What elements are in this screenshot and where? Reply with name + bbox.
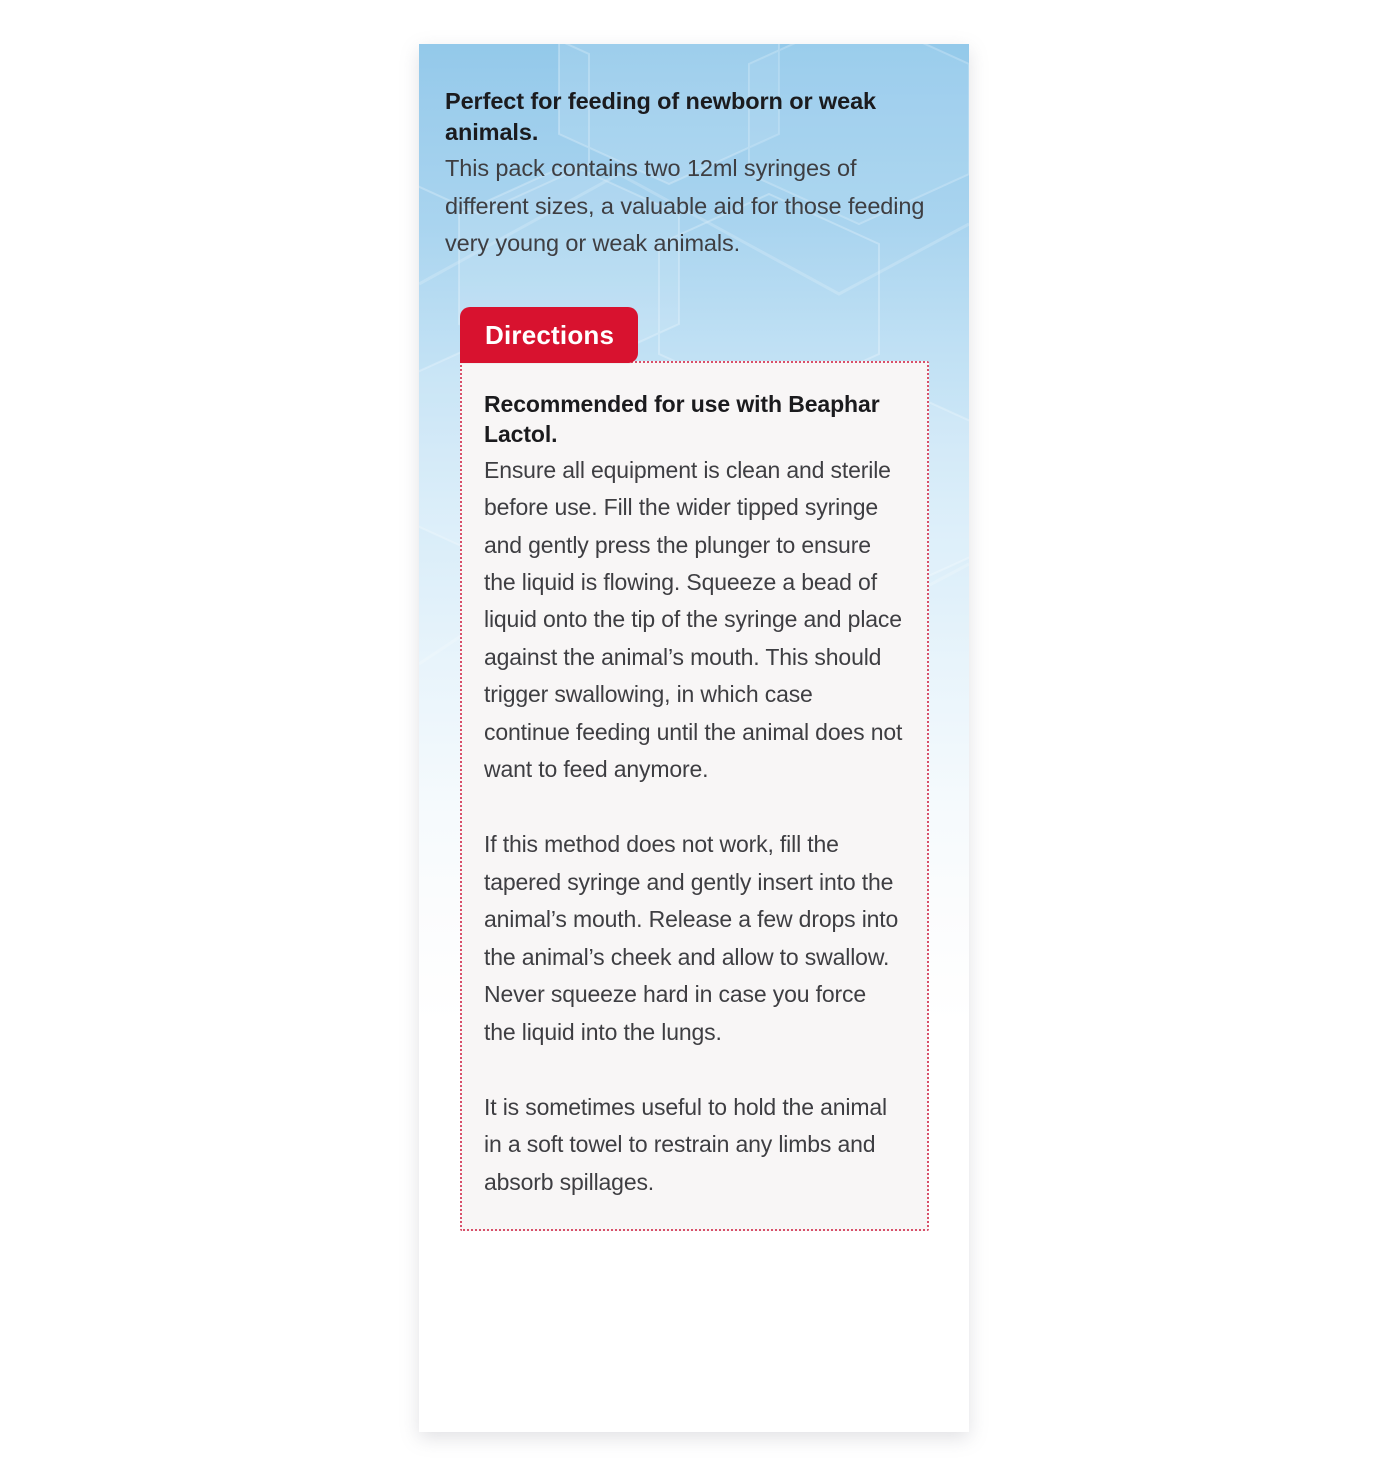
directions-content-box: [460, 361, 929, 1231]
card-content: [419, 44, 969, 1432]
intro-block: [445, 86, 931, 263]
intro-body-text: This pack contains two 12ml syringes of different sizes, a valuable aid for those feeding very young or weak animals.: [445, 155, 925, 257]
directions-heading: Recommended for use with Beaphar Lactol.: [484, 390, 880, 448]
intro-heading: Perfect for feeding of newborn or weak animals.: [445, 88, 877, 146]
directions-paragraph-3: It is sometimes useful to hold the animal in a soft towel to restrain any limbs and absorb spillages.: [484, 1093, 887, 1195]
directions-paragraph-2: If this method does not work, fill the tapered syringe and gently insert into the animal’s mouth. Release a few drops into the animal’s cheek and allow to swallow. Never squeeze hard in case you force the liquid into the lungs.: [484, 831, 899, 1045]
product-info-card: [419, 44, 969, 1432]
directions-tab-label: Directions: [460, 307, 638, 363]
directions-section: [445, 307, 931, 1231]
directions-paragraph-1: Ensure all equipment is clean and sterile before use. Fill the wider tipped syringe and gently press the plunger to ensure the liquid is flowing. Squeeze a bead of liquid onto the tip of the syringe and place against the animal’s mouth. This should trigger swallowing, in which case continue feeding until the animal does not want to feed anymore.: [484, 456, 903, 783]
